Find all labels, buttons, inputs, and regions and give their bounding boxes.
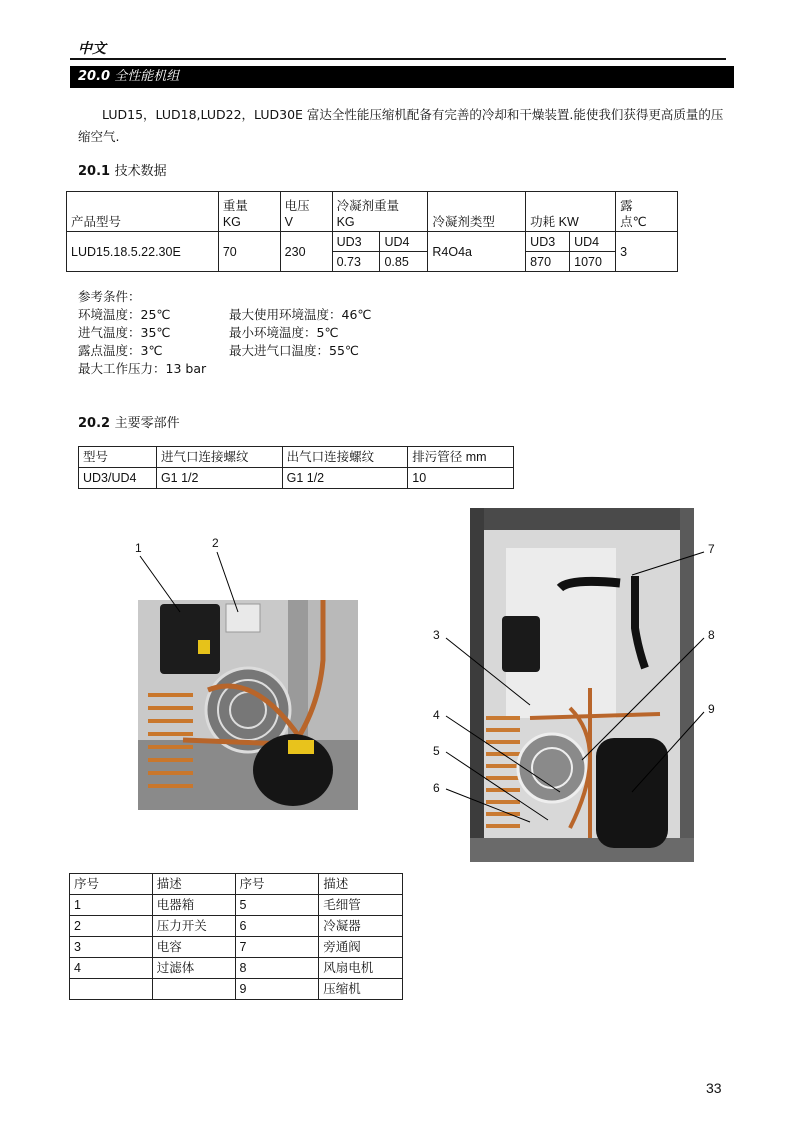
legend-td: 压力开关 [152,916,235,937]
callout-label-1: 1 [135,541,142,555]
parts-title: 主要零部件 [114,416,180,431]
callout-label-8: 8 [708,628,715,642]
td-model: LUD15.18.5.22.30E [67,232,219,272]
legend-th: 序号 [235,874,319,895]
th-weight: 重量 KG [218,192,280,232]
page-number: 33 [706,1080,722,1096]
td-power-val-ud4: 1070 [570,252,616,272]
legend-td: 7 [235,937,319,958]
parts-td: G1 1/2 [282,468,408,489]
td-ref-val-ud3: 0.73 [332,252,380,272]
conditions-title: 参考条件： [78,289,141,304]
condition-max-inlet: 最大进气口温度：55℃ [229,343,359,358]
section-title: 全性能机组 [114,69,180,84]
td-ref-sub-ud4: UD4 [380,232,428,252]
legend-td: 电器箱 [152,895,235,916]
condition-dewpoint: 露点温度：3℃ [78,343,163,358]
tech-data-title: 技术数据 [114,164,167,179]
condition-inlet: 进气温度：35℃ [78,325,171,340]
legend-td: 旁通阀 [319,937,403,958]
parts-td: G1 1/2 [156,468,282,489]
th-refrigerant-type: 冷凝剂类型 [428,192,526,232]
legend-td: 8 [235,958,319,979]
callout-label-2: 2 [212,536,219,550]
th-voltage: 电压 V [280,192,332,232]
callout-label-9: 9 [708,702,715,716]
legend-td [70,979,153,1000]
condition-ambient: 环境温度：25℃ [78,307,171,322]
td-voltage: 230 [280,232,332,272]
callout-label-3: 3 [433,628,440,642]
legend-th: 描述 [152,874,235,895]
legend-td: 过滤体 [152,958,235,979]
callout-label-4: 4 [433,708,440,722]
legend-td: 3 [70,937,153,958]
td-ref-sub-ud3: UD3 [332,232,380,252]
parts-th: 排污管径 mm [408,447,514,468]
condition-max-ambient: 最大使用环境温度：46℃ [229,307,372,322]
callout-label-5: 5 [433,744,440,758]
legend-td: 毛细管 [319,895,403,916]
condition-min-ambient: 最小环境温度：5℃ [229,325,339,340]
parts-th: 进气口连接螺纹 [156,447,282,468]
callout-label-6: 6 [433,781,440,795]
legend-td: 冷凝器 [319,916,403,937]
legend-th: 描述 [319,874,403,895]
legend-td: 压缩机 [319,979,403,1000]
legend-td: 1 [70,895,153,916]
intro-paragraph: LUD15，LUD18,LUD22，LUD30E 富达全性能压缩机配备有完善的冷却和干燥装置.能使我们获得更高质量的压缩空气. [78,107,724,144]
legend-td: 2 [70,916,153,937]
td-ref-type: R4O4a [428,232,526,272]
legend-td: 电容 [152,937,235,958]
legend-td: 风扇电机 [319,958,403,979]
parts-number: 20.2 [78,416,111,431]
parts-td: UD3/UD4 [79,468,157,489]
section-number: 20.0 [78,69,111,84]
th-refrigerant-weight: 冷凝剂重量 KG [332,192,428,232]
td-dewpoint: 3 [616,232,678,272]
td-power-val-ud3: 870 [526,252,570,272]
legend-td: 5 [235,895,319,916]
condition-max-pressure: 最大工作压力：13 bar [78,361,207,376]
legend-td: 6 [235,916,319,937]
callout-label-7: 7 [708,542,715,556]
td-power-sub-ud3: UD3 [526,232,570,252]
language-label: 中文 [78,41,106,57]
parts-th: 出气口连接螺纹 [282,447,408,468]
th-model: 产品型号 [67,192,219,232]
th-dewpoint: 露 点℃ [616,192,678,232]
legend-td [152,979,235,1000]
legend-td: 4 [70,958,153,979]
th-power: 功耗 KW [526,192,616,232]
parts-th: 型号 [79,447,157,468]
td-weight: 70 [218,232,280,272]
legend-td: 9 [235,979,319,1000]
parts-td: 10 [408,468,514,489]
td-power-sub-ud4: UD4 [570,232,616,252]
legend-th: 序号 [70,874,153,895]
tech-data-number: 20.1 [78,164,111,179]
td-ref-val-ud4: 0.85 [380,252,428,272]
parts-legend-table [69,873,403,1000]
